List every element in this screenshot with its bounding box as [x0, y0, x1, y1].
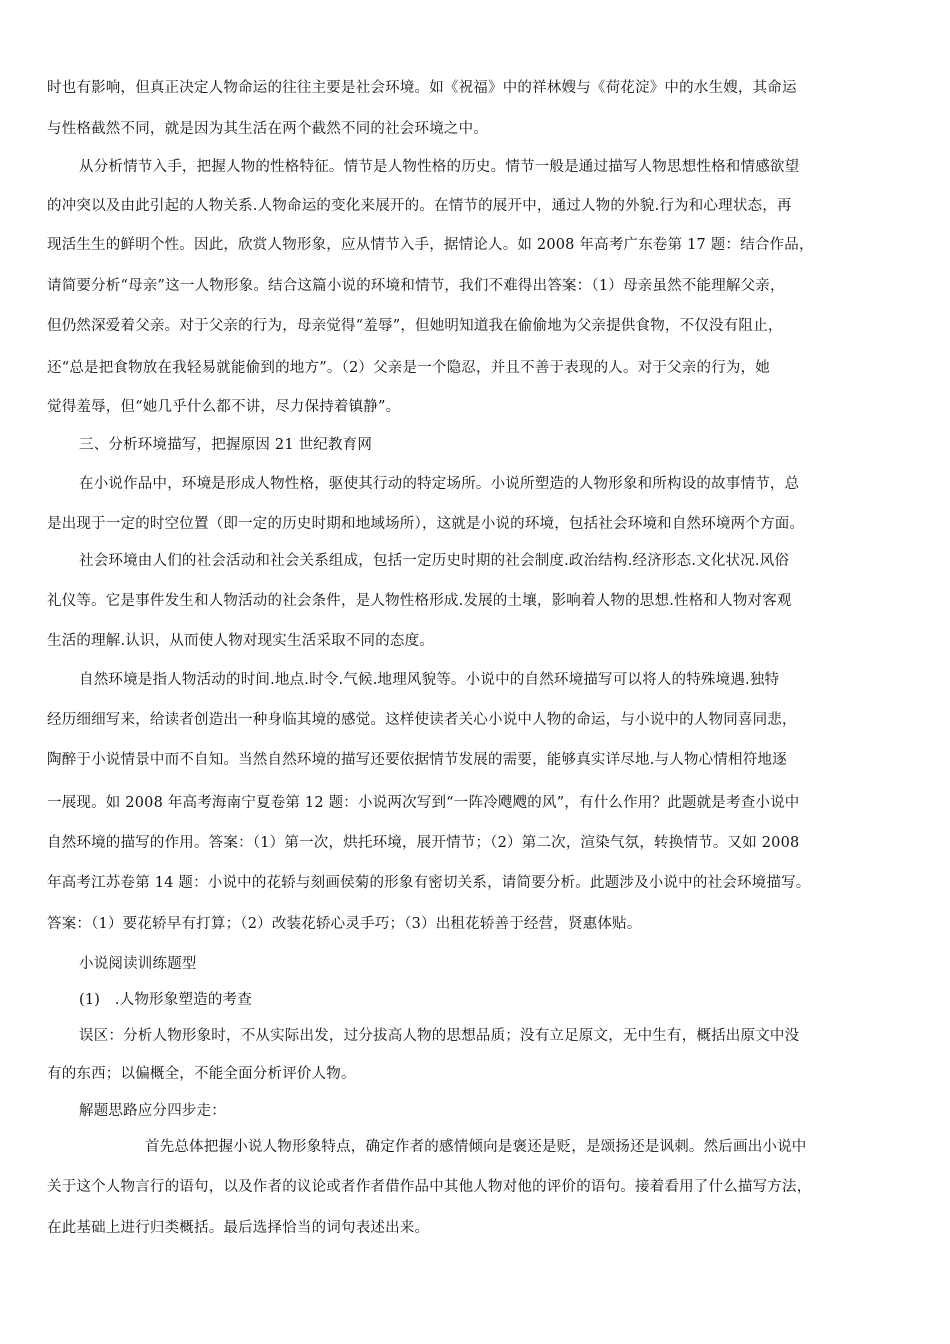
paragraph-line: 请简要分析“母亲”这一人物形象。结合这篇小说的环境和情节，我们不难得出答案：（1）母亲虽然不能理解父亲， — [47, 278, 785, 294]
paragraph-line: 与性格截然不同，就是因为其生活在两个截然不同的社会环境之中。 — [47, 121, 488, 137]
paragraph-line: 在小说作品中，环境是形成人物性格，驱使其行动的特定场所。小说所塑造的人物形象和所构设的故事情节，总 — [79, 476, 800, 492]
paragraph-line: 首先总体把握小说人物形象特点，确定作者的感情倾向是褒还是贬，是颂扬还是讽刺。然后画出小说中 — [145, 1139, 807, 1155]
paragraph-line: 但仍然深爱着父亲。对于父亲的行为，母亲觉得“羞辱”，但她明知道我在偷偷地为父亲提供食物，不仅没有阻止， — [47, 318, 783, 334]
paragraph-line: 年高考江苏卷第 14 题：小说中的花轿与刻画侯菊的形象有密切关系，请简要分析。此题涉及小说中的社会环境描写。 — [47, 875, 811, 891]
paragraph-line: 一展现。如 2008 年高考海南宁夏卷第 12 题：小说两次写到“一阵冷飕飕的风”，有什么作用？此题就是考查小说中 — [47, 795, 800, 811]
paragraph-line: 自然环境的描写的作用。答案：（1）第一次，烘托环境，展开情节；（2）第二次，渲染气氛，转换情节。又如 2008 — [47, 835, 800, 851]
paragraph-line: 还“总是把食物放在我轻易就能偷到的地方”。（2）父亲是一个隐忍，并且不善于表现的人。对于父亲的行为，她 — [47, 360, 770, 376]
paragraph-line: 觉得羞辱，但“她几乎什么都不讲，尽力保持着镇静”。 — [47, 399, 401, 415]
paragraph-line: 有的东西；以偏概全，不能全面分析评价人物。 — [47, 1066, 356, 1082]
paragraph-line: 时也有影响，但真正决定人物命运的往往主要是社会环境。如《祝福》中的祥林嫂与《荷花淀》中的水生嫂，其命运 — [47, 80, 797, 96]
section-heading: 小说阅读训练题型 — [79, 956, 197, 972]
paragraph-line: 自然环境是指人物活动的时间.地点.时令.气候.地理风貌等。小说中的自然环境描写可以将人的特殊境遇.独特 — [79, 672, 780, 688]
paragraph-line: 是出现于一定的时空位置（即一定的历史时期和地域场所），这就是小说的环境，包括社会环境和自然环境两个方面。 — [47, 516, 805, 532]
paragraph-line: 误区：分析人物形象时，不从实际出发，过分拔高人物的思想品质；没有立足原文，无中生有，概括出原文中没 — [79, 1028, 800, 1044]
paragraph-line: 关于这个人物言行的语句，以及作者的议论或者作者借作品中其他人物对他的评价的语句。接着看用了什么描写方法， — [47, 1179, 812, 1195]
paragraph-line: 答案：（1）要花轿早有打算；（2）改装花轿心灵手巧；（3）出租花轿善于经营，贤惠体贴。 — [47, 916, 642, 932]
paragraph-line: 社会环境由人们的社会活动和社会关系组成，包括一定历史时期的社会制度.政治结构.经济形态.文化状况.风俗 — [79, 553, 790, 569]
paragraph-line: 经历细细写来，给读者创造出一种身临其境的感觉。这样使读者关心小说中人物的命运，与小说中的人物同喜同悲， — [47, 712, 797, 728]
paragraph-line: 在此基础上进行归类概括。最后选择恰当的词句表述出来。 — [47, 1220, 430, 1236]
paragraph-line: 礼仪等。它是事件发生和人物活动的社会条件，是人物性格形成.发展的土壤，影响着人物的思想.性格和人物对客观 — [47, 593, 792, 609]
section-heading: 三、分析环境描写，把握原因 21 世纪教育网 — [79, 437, 373, 453]
paragraph-line: 从分析情节入手，把握人物的性格特征。情节是人物性格的历史。情节一般是通过描写人物思想性格和情感欲望 — [79, 159, 800, 175]
sub-heading: (1) .人物形象塑造的考查 — [79, 992, 252, 1008]
paragraph-line: 陶醉于小说情景中而不自知。当然自然环境的描写还要依据情节发展的需要，能够真实详尽地.与人物心情相符地逐 — [47, 752, 787, 768]
paragraph-line: 解题思路应分四步走： — [79, 1103, 226, 1119]
paragraph-line: 生活的理解.认识，从而使人物对现实生活采取不同的态度。 — [47, 633, 435, 649]
paragraph-line: 的冲突以及由此引起的人物关系.人物命运的变化来展开的。在情节的展开中，通过人物的外貌.行为和心理状态，再 — [47, 198, 792, 214]
paragraph-line: 现活生生的鲜明个性。因此，欣赏人物形象，应从情节入手，据情论人。如 2008 年高考广东卷第 17 题：结合作品， — [47, 237, 814, 253]
